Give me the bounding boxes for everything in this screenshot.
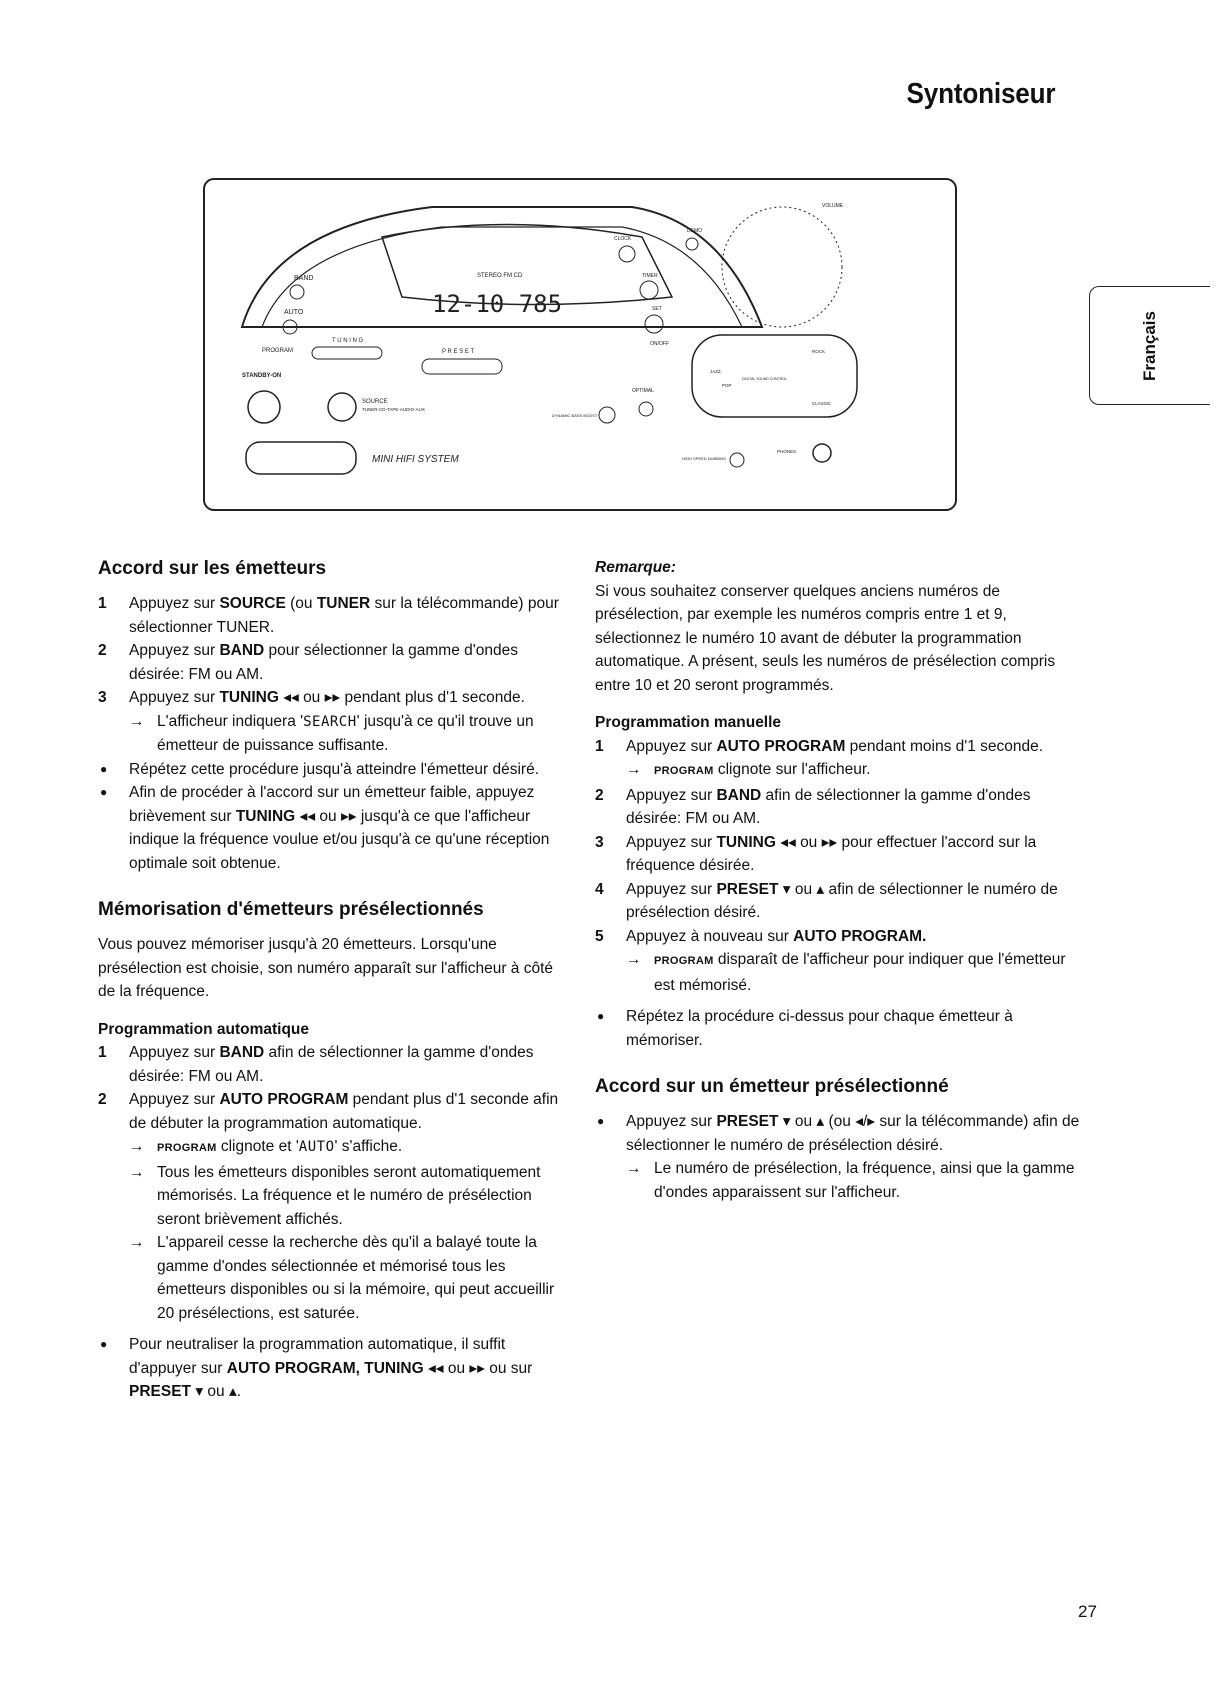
program-label: PROGRAM [262, 348, 294, 354]
phones-label: PHONES [777, 449, 797, 454]
page-number: 27 [1078, 1602, 1097, 1621]
arrow-icon: → [626, 1160, 642, 1177]
language-tab [1089, 286, 1210, 405]
page-title: Syntoniseur [906, 78, 1055, 110]
section-heading-preset-tuning: Accord sur un émetteur présélectionné [595, 1076, 949, 1097]
volume-label: VOLUME [822, 203, 844, 209]
arrow-icon: → [129, 1138, 145, 1155]
preset-label: P R E S E T [442, 349, 475, 355]
high-speed-button [730, 453, 744, 467]
preset-buttons [422, 359, 502, 374]
arrow-icon: → [626, 761, 642, 778]
timer-button [640, 281, 658, 299]
source-button [328, 393, 356, 421]
list-item: 1 Appuyez sur BAND afin de sélectionner la gamme d'ondes désirée: FM ou AM. [98, 1044, 534, 1085]
list-item: → PROGRAM clignote sur l'afficheur. [595, 758, 1085, 784]
bullet-icon: ● [100, 761, 108, 776]
remark-heading: Remarque: [595, 559, 676, 576]
section-heading-presets: Mémorisation d'émetteurs présélectionnés [98, 899, 484, 920]
product-label: MINI HIFI SYSTEM [372, 454, 459, 465]
tuning-buttons [312, 347, 382, 359]
subheading-auto: Programmation automatique [98, 1020, 309, 1038]
list-item: → PROGRAM clignote et 'AUTO' s'affiche. [98, 1135, 568, 1161]
bullet-icon: ● [100, 1337, 108, 1351]
list-item: ● Appuyez sur PRESET ▾ ou ▴ (ou ◂/▸ sur la télécommande) afin de sélectionner le numéro de présélection désiré. [595, 1110, 1085, 1157]
remark-text: Si vous souhaitez conserver quelques anciens numéros de présélection, par exemple les numéros compris entre 1 et 9, sélectionnez le numéro 10 avant de débuter la programmation automatique. A présent, seuls les numéros de présélection compris entre 10 et 20 seront programmés. [595, 582, 1056, 694]
dsc-label: DIGITAL SOUND CONTROL [742, 377, 787, 381]
onoff-label: ON/OFF [650, 341, 669, 347]
language-tab-label: Français [1140, 310, 1159, 381]
demo-label: DEMO [687, 228, 702, 234]
list-item: 1 Appuyez sur AUTO PROGRAM pendant moins d'1 seconde. [595, 737, 1044, 755]
clock-button [619, 246, 635, 262]
section-heading-tuning: Accord sur les émetteurs [98, 558, 327, 579]
clock-label: CLOCK [614, 236, 632, 242]
arrow-icon: → [129, 1163, 145, 1181]
list-item: ● Afin de procéder à l'accord sur un émetteur faible, appuyez brièvement sur TUNING ◂◂ ou ▸▸ jusqu'à ce que l'afficheur indique la fréquence voulue et/ou jusqu'à ce qu'une réception optimale soit obtenue. [98, 781, 568, 875]
standby-label: STANDBY-ON [242, 373, 282, 379]
list-item: ● Répétez cette procédure jusqu'à atteindre l'émetteur désiré. [98, 758, 568, 782]
arrow-icon: → [626, 951, 642, 968]
list-item: 1 Appuyez sur SOURCE (ou TUNER sur la télécommande) pour sélectionner TUNER. [98, 595, 559, 636]
jazz-label: JAZZ [710, 369, 721, 374]
set-label: SET [652, 306, 662, 312]
list-item: 2 Appuyez sur BAND afin de sélectionner la gamme d'ondes désirée: FM ou AM. [595, 786, 1031, 827]
bullet-icon: ● [100, 785, 108, 799]
device-front-panel [202, 177, 958, 514]
list-item: → L'appareil cesse la recherche dès qu'il a balayé toute la gamme d'ondes sélectionnée et mémorisé tous les émetteurs disponibles ou si la mémoire, qui peut accueillir 20 présélections, est saturée. [98, 1231, 568, 1325]
device-illustration [202, 177, 958, 514]
list-item: → Le numéro de présélection, la fréquence, ainsi que la gamme d'ondes apparaissent sur l'afficheur. [595, 1157, 1085, 1204]
cassette-slot [246, 442, 356, 474]
right-column [595, 556, 1085, 1204]
optimal-button [639, 402, 653, 416]
list-item: ● Pour neutraliser la programmation automatique, il suffit d'appuyer sur AUTO PROGRAM, TUNING ◂◂ ou ▸▸ ou sur PRESET ▾ ou ▴. [98, 1333, 568, 1404]
band-label: BAND [294, 275, 314, 282]
dbb-label: DYNAMIC BASS BOOST [552, 413, 598, 418]
source-label: SOURCE [362, 399, 388, 405]
classic-label: CLASSIC [812, 401, 832, 406]
rock-label: ROCK [812, 349, 826, 354]
band-button [290, 285, 304, 299]
arrow-icon: → [129, 712, 145, 730]
left-column [98, 556, 568, 1404]
list-item: → PROGRAM disparaît de l'afficheur pour indiquer que l'émetteur est mémorisé. [595, 948, 1085, 997]
arrow-icon: → [129, 1234, 145, 1251]
list-item: ● Répétez la procédure ci-dessus pour chaque émetteur à mémoriser. [595, 1005, 1085, 1052]
dsc-panel [692, 335, 857, 417]
bullet-icon: ● [597, 1009, 605, 1023]
pop-label: POP [722, 383, 732, 388]
list-item: 3 Appuyez sur TUNING ◂◂ ou ▸▸ pendant plus d'1 seconde. [98, 689, 525, 706]
list-item: 4 Appuyez sur PRESET ▾ ou ▴ afin de sélectionner le numéro de présélection désiré. [595, 880, 1058, 921]
list-item: 2 Appuyez sur AUTO PROGRAM pendant plus d'1 seconde afin de débuter la programmation automatique. [98, 1091, 559, 1132]
list-item: → L'afficheur indiquera 'SEARCH' jusqu'à ce qu'il trouve un émetteur de puissance suffisante. [98, 710, 568, 758]
demo-button [686, 238, 698, 250]
subheading-manual: Programmation manuelle [595, 714, 782, 731]
timer-label: TIMER [642, 273, 658, 279]
lcd-digits: 12-10 785 [432, 290, 563, 318]
bullet-icon: ● [597, 1114, 605, 1128]
list-item: → Tous les émetteurs disponibles seront automatiquement mémorisés. La fréquence et le numéro de présélection seront brièvement affichés. [98, 1161, 568, 1232]
headphones-icon [813, 444, 831, 462]
list-item: 5 Appuyez à nouveau sur AUTO PROGRAM. [595, 927, 927, 945]
power-icon [248, 391, 280, 423]
dbb-button [599, 407, 615, 423]
auto-label: AUTO [284, 309, 304, 316]
tuning-label: T U N I N G [332, 338, 364, 344]
source-sub-label: TUNER-CD-TAPE-AUDIO-AUX [362, 407, 425, 412]
volume-knob [722, 207, 842, 327]
lcd-stereo-text: STEREO FM CD [477, 273, 523, 279]
paragraph: Vous pouvez mémoriser jusqu'à 20 émetteurs. Lorsqu'une présélection est choisie, son numéro apparaît sur l'afficheur à côté de la fréquence. [98, 936, 554, 1000]
set-button [645, 315, 663, 333]
high-speed-label: HIGH SPEED DUBBING [682, 456, 727, 461]
list-item: 2 Appuyez sur BAND pour sélectionner la gamme d'ondes désirée: FM ou AM. [98, 642, 518, 683]
list-item: 3 Appuyez sur TUNING ◂◂ ou ▸▸ pour effectuer l'accord sur la fréquence désirée. [595, 833, 1037, 874]
optimal-label: OPTIMAL [632, 388, 654, 394]
